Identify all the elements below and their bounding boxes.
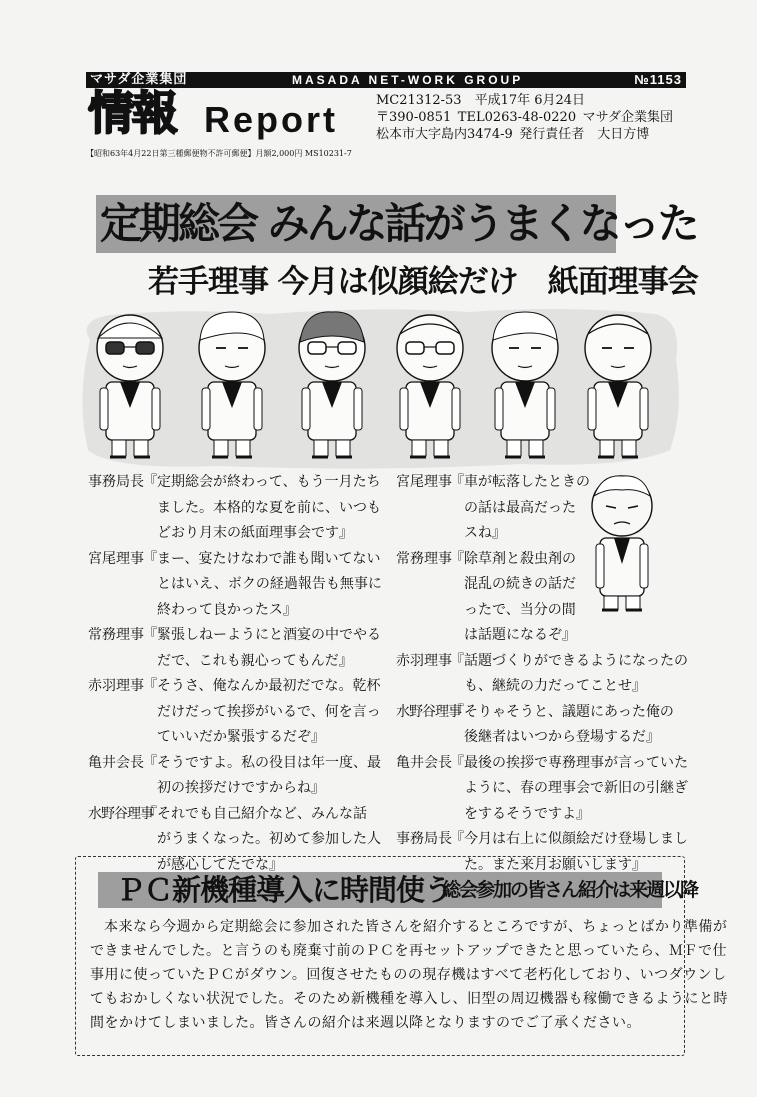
postal-code: 〒390-0851 — [376, 110, 452, 125]
dialogue-line: 『車が転落したときの — [450, 474, 590, 490]
director-figure — [585, 315, 651, 457]
title-jp: 情報 — [88, 86, 176, 140]
dialogue-line: スね』 — [464, 525, 506, 541]
dialogue-line: 初の挨拶だけですからね』 — [157, 780, 325, 796]
dialogue-line: ました。本格的な夏を前に、いつも — [157, 499, 381, 516]
speaker-name: 常務理事 — [396, 550, 452, 567]
notice-body-line: 本来なら今週から定期総会に参加された皆さんを紹介するところですが、ちょっとばかり準備が — [104, 919, 728, 935]
group-name-jp: マサダ企業集団 — [90, 72, 188, 87]
title-report: Report — [204, 99, 338, 140]
notice-headline-box — [98, 872, 698, 908]
issue-code: MC21312-53 — [376, 93, 462, 108]
speaker-name: 常務理事 — [88, 627, 144, 643]
masthead — [86, 72, 686, 146]
director-figure — [199, 312, 265, 457]
dialogue-line: 『そうですよ。私の役目は年一度、最 — [143, 754, 381, 771]
director-figure — [299, 312, 365, 457]
masthead-bar — [86, 72, 686, 88]
dialogue-line: 『まー、宴たけなわで誰も聞いてない — [143, 550, 381, 567]
notice-title: ＰＣ新機種導入に時間使う — [116, 873, 453, 907]
dialogue-line: 『それでも自己紹介など、みんな話 — [143, 805, 367, 822]
dialogue-line: だで、これも親心ってもんだ』 — [157, 652, 353, 669]
dialogue-line: 混乱の続きの話だ — [464, 576, 576, 592]
dialogue-line: だけだって挨拶がいるで、何を言っ — [157, 703, 381, 720]
dialogue-line: 後継者はいつから登場するだ』 — [464, 729, 660, 745]
dialogue-line: ように、春の理事会で新旧の引継ぎ — [464, 780, 688, 796]
dialogue-line: をするそうですよ』 — [464, 805, 590, 822]
speaker-name: 赤羽理事 — [88, 678, 144, 694]
portrait-icon — [582, 468, 662, 616]
issue-date: 平成17年 6月24日 — [474, 93, 586, 108]
notice-body-line: てもおかしくない状況でした。そのため新機種を導入し、旧型の周辺機器も稼働できるようにと時 — [90, 991, 728, 1007]
notice-body-line: 間をかけてしまいました。皆さんの紹介は来週以降となりますのでご了承ください。 — [90, 1015, 641, 1031]
dialogue-line: 終わって良かったス』 — [157, 601, 297, 618]
speaker-name: 亀井会長 — [88, 754, 144, 771]
headline-main: 定期総会 みんな話がうまくなった — [100, 199, 697, 248]
notice-body-line: できませんでした。と言うのも廃棄寸前のＰＣを再セットアップできたと思っていたら、ＭＦで仕 — [90, 943, 728, 959]
speaker-name: 亀井会長 — [396, 754, 452, 771]
phone-number: TEL0263-48-0220 — [457, 110, 577, 125]
dialogue-line: 『今月は右上に似顔絵だけ登場しまし — [450, 831, 688, 847]
director-figure — [492, 312, 558, 457]
publisher-name: マサダ企業集団 — [582, 110, 673, 125]
address: 松本市大字島内3474-9 — [376, 127, 513, 142]
speaker-name: 事務局長 — [396, 831, 452, 847]
dialogue-line: の話は最高だった — [464, 499, 576, 516]
editor: 発行責任者 大日方博 — [519, 127, 650, 142]
dialogue-line: た。また来月お願いします』 — [464, 856, 646, 873]
director-figure — [97, 315, 163, 457]
speaker-name: 宮尾理事 — [88, 550, 144, 567]
speaker-name: 赤羽理事 — [396, 652, 452, 669]
director-figure — [397, 315, 463, 457]
dialogue-line: とはいえ、ボクの経過報告も無事に — [157, 576, 382, 592]
speaker-name: 宮尾理事 — [396, 474, 452, 490]
speaker-name: 水野谷理事 — [396, 703, 461, 720]
headline-sub: 若手理事 今月は似顔絵だけ 紙面理事会 — [148, 264, 698, 300]
dialogue-line: 『定期総会が終わって、もう一月たち — [143, 474, 381, 490]
dialogue-line: ていいだか緊張するだぞ』 — [157, 729, 325, 745]
dialogue-line: 『話題づくりができるようになったの — [450, 652, 688, 669]
headline-main-box — [96, 195, 697, 253]
group-name-en: MASADA NET-WORK GROUP — [292, 73, 524, 87]
dialogue-line: 『除草剤と殺虫剤の — [450, 550, 576, 567]
dialogue-line: も、継続の力だってことせ』 — [464, 678, 646, 694]
dialogue-line: は話題になるぞ』 — [464, 627, 576, 643]
directors-caricature — [70, 300, 690, 472]
dialogue-line: が感心してたでな』 — [157, 856, 283, 873]
dialogue-line: 『そりゃそうと、議題にあった俺の — [450, 703, 674, 720]
dialogue-line: ったで、当分の間 — [464, 601, 576, 618]
speaker-name: 水野谷理事 — [88, 805, 153, 822]
notice-subtitle: 総会参加の皆さん紹介は来週以降 — [442, 879, 698, 901]
dialogue-line: 『緊張しねーようにと酒宴の中でやる — [143, 627, 381, 643]
issue-number: №1153 — [634, 72, 682, 87]
dialogue-line: 『最後の挨拶で専務理事が言っていた — [450, 754, 688, 771]
speaker-name: 事務局長 — [88, 474, 144, 490]
dialogue-line: どおり月末の紙面理事会です』 — [157, 525, 353, 541]
dialogue-line: がうまくなった。初めて参加した人 — [157, 831, 381, 847]
masthead-info — [376, 92, 686, 143]
dialogue-line: 『そうさ、俺なんか最初だでな。乾杯 — [143, 678, 381, 694]
masthead-footnote: 【昭和63年4月22日第三種郵便物不許可郵便】月額2,000円 MS10231-7 — [86, 149, 352, 158]
notice-body-line: 事用に使っていたＰＣがダウン。回復させたものの現存機はすべて老朽化しており、いつダウンし — [90, 967, 727, 983]
